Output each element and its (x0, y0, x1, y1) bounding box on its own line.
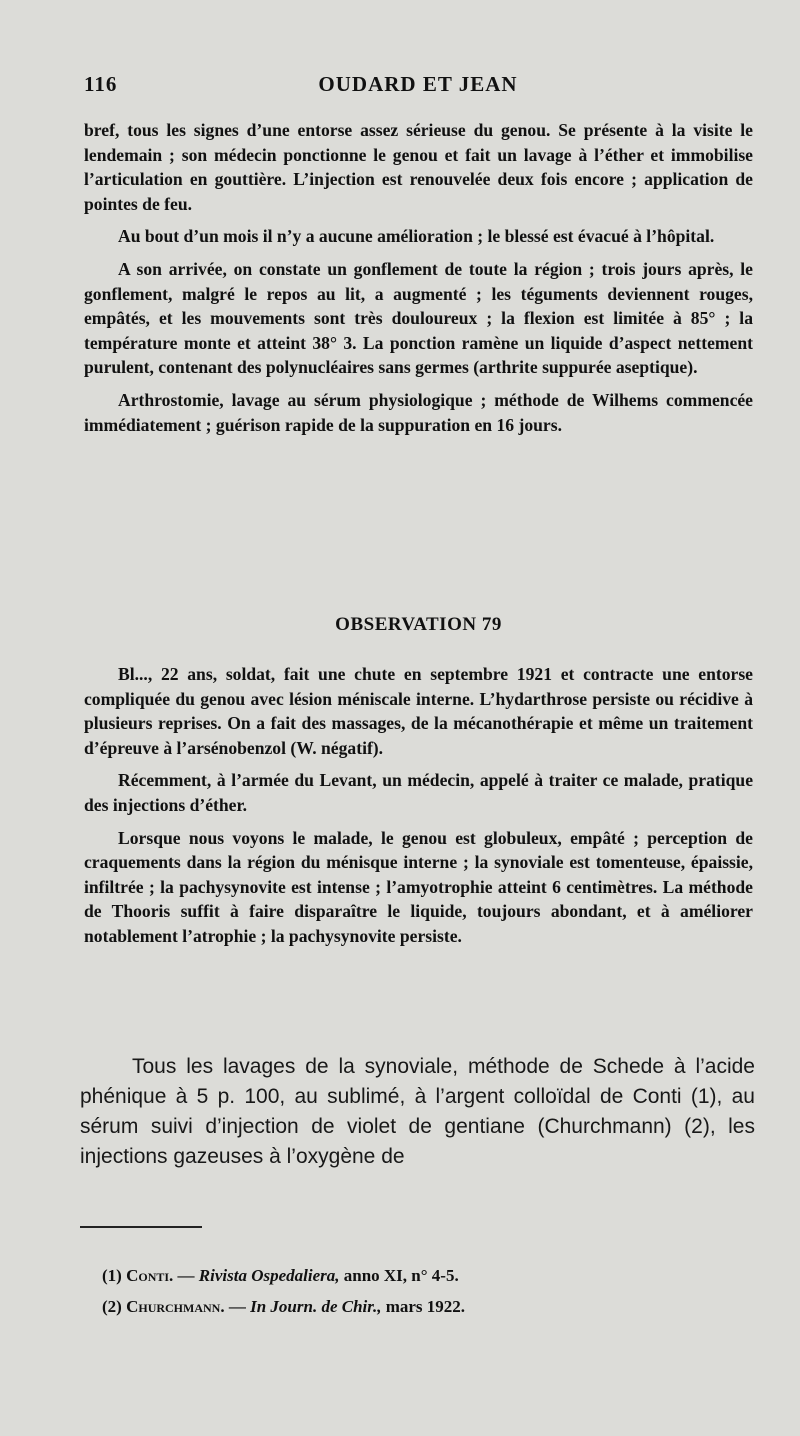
footnote-detail: mars 1922. (385, 1297, 466, 1316)
paragraph: Récemment, à l’armée du Levant, un médecin, appelé à traiter ce malade, pratique des injections d’éther. (84, 770, 753, 815)
footnote-separator (80, 1226, 202, 1228)
main-text (80, 1052, 755, 1172)
footnote-author: Churchmann. (126, 1297, 225, 1316)
observation-heading: OBSERVATION 79 (335, 614, 502, 635)
running-title: OUDARD ET JEAN (318, 72, 518, 96)
footnote-2 (102, 1291, 722, 1322)
paragraph: Tous les lavages de la synoviale, méthode de Schede à l’acide phénique à 5 p. 100, au sublimé, à l’argent colloïdal de Conti (1), au sérum suivi d’injection de violet de gentiane (Churchmann) (2), les injections gazeuses à l’oxygène de (80, 1055, 755, 1168)
footnotes (102, 1260, 722, 1322)
footnote-source: In Journ. de Chir., (250, 1297, 382, 1316)
observation-79-body (84, 662, 753, 957)
paragraph: Lorsque nous voyons le malade, le genou est globuleux, empâté ; perception de craquements dans la région du ménisque interne ; la synoviale est tomenteuse, épaissie, infiltrée ; la pachysynovite est intense ; l’amyotrophie atteint 6 centimètres. La méthode de Thooris suffit à faire disparaître le liquide, toujours abondant, et à améliorer notablement l’atrophie ; la pachysynovite persiste. (84, 827, 753, 946)
paragraph: A son arrivée, on constate un gonflement de toute la région ; trois jours après, le gonflement, malgré le repos au lit, a augmenté ; les téguments deviennent rouges, empâtés, et les mouvements sont très douloureux ; la flexion est limitée à 85° ; la température monte et atteint 38° 3. La ponction ramène un liquide d’aspect nettement purulent, contenant des polynucléaires sans germes (arthrite suppurée aseptique). (84, 258, 753, 378)
footnote-source: Rivista Ospedaliera, (198, 1266, 340, 1285)
page-number: 116 (84, 72, 118, 96)
paragraph: Arthrostomie, lavage au sérum physiologique ; méthode de Wilhems commencée immédiatement ; guérison rapide de la suppuration en 16 jours. (84, 389, 753, 435)
footnote-detail: anno XI, n° 4-5. (343, 1266, 459, 1285)
footnote-1 (102, 1260, 722, 1291)
footnote-marker: (1) (102, 1266, 122, 1285)
footnote-dash: — (228, 1297, 246, 1316)
paragraph: Bl..., 22 ans, soldat, fait une chute en septembre 1921 et contracte une entorse compliquée du genou avec lésion méniscale interne. L’hydarthrose persiste ou récidive à plusieurs reprises. On a fait des massages, de la mécanothérapie et même un traitement d’épreuve à l’arsénobenzol (W. négatif). (84, 664, 753, 758)
footnote-marker: (2) (102, 1297, 122, 1316)
observation-78-continued (84, 118, 753, 445)
footnote-dash: — (177, 1266, 195, 1285)
paragraph: Au bout d’un mois il n’y a aucune amélioration ; le blessé est évacué à l’hôpital. (118, 226, 715, 247)
paragraph: bref, tous les signes d’une entorse assez sérieuse du genou. Se présente à la visite le lendemain ; son médecin ponctionne le genou et fait un lavage à l’éther et immobilise l’articulation en gouttière. L’injection est renouvelée deux fois encore ; application de pointes de feu. (84, 120, 753, 214)
footnote-author: Conti. (126, 1266, 174, 1285)
running-header (84, 72, 752, 102)
